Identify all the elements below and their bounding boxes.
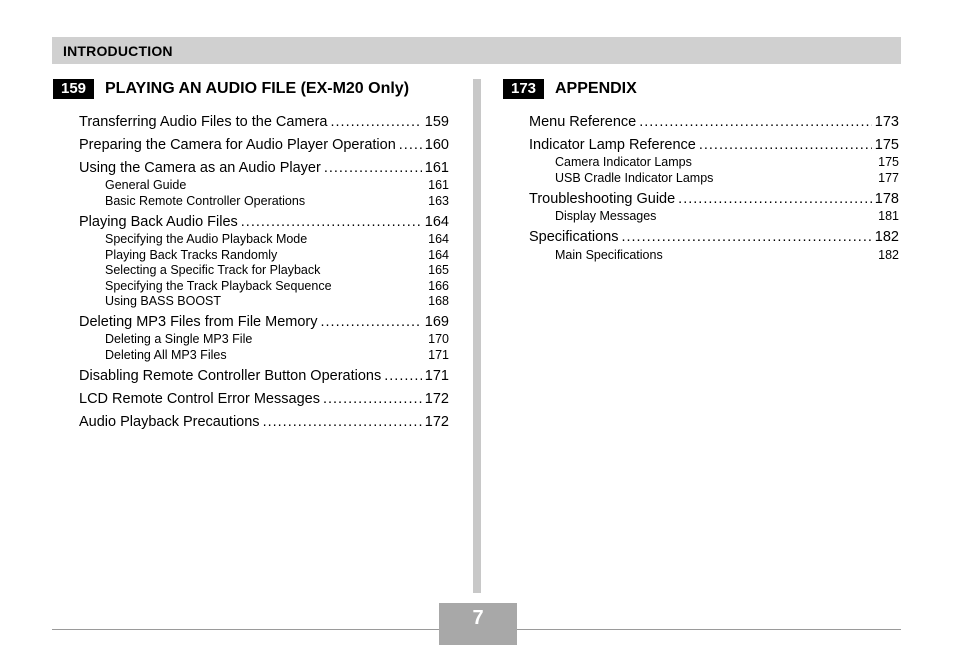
toc-entry[interactable] — [79, 214, 449, 234]
toc-entry-label: Using the Camera as an Audio Player — [79, 160, 321, 176]
toc-entry[interactable] — [79, 137, 449, 157]
toc-entry[interactable] — [105, 332, 449, 348]
toc-entry[interactable] — [555, 248, 899, 264]
toc-entry-page: 164 — [428, 248, 449, 262]
toc-entry[interactable] — [79, 414, 449, 434]
toc-entry[interactable] — [105, 248, 449, 264]
right-section-heading — [503, 79, 903, 101]
toc-leader-dots — [678, 191, 872, 207]
toc-entry[interactable] — [105, 232, 449, 248]
toc-entry-page: 160 — [424, 137, 449, 153]
toc-entry-page: 161 — [428, 178, 449, 192]
toc-entry-page: 171 — [424, 368, 449, 384]
toc-entry[interactable] — [105, 263, 449, 279]
toc-leader-dots — [639, 114, 872, 130]
toc-entry-label: USB Cradle Indicator Lamps — [555, 171, 714, 185]
toc-entry-label: Specifying the Track Playback Sequence — [105, 279, 332, 293]
toc-entry-page: 182 — [874, 229, 899, 245]
left-section-heading — [53, 79, 463, 101]
page-number: 7 — [472, 607, 484, 629]
toc-entry[interactable] — [79, 391, 449, 411]
column-divider — [473, 79, 481, 593]
toc-entry[interactable] — [105, 348, 449, 364]
toc-entry[interactable] — [555, 171, 899, 187]
toc-entry-page: 173 — [874, 114, 899, 130]
left-section-title[interactable]: PLAYING AN AUDIO FILE (EX-M20 Only) — [105, 80, 410, 97]
toc-entry-label: General Guide — [105, 178, 187, 192]
toc-entry-page: 169 — [424, 314, 449, 330]
page-number-box — [439, 603, 517, 645]
toc-entry-page: 171 — [428, 348, 449, 362]
toc-entry-label: Main Specifications — [555, 248, 663, 262]
toc-entry[interactable] — [529, 229, 899, 249]
toc-entry-page: 172 — [424, 414, 449, 430]
toc-entry-page: 164 — [428, 232, 449, 246]
toc-entry-label: Playing Back Tracks Randomly — [105, 248, 278, 262]
toc-entry-page: 164 — [424, 214, 449, 230]
toc-entry-page: 181 — [878, 209, 899, 223]
toc-entry-label: Specifications — [529, 229, 619, 245]
toc-entry-page: 161 — [424, 160, 449, 176]
toc-leader-dots — [331, 114, 422, 130]
toc-entry-page: 177 — [878, 171, 899, 185]
toc-entry-label: Audio Playback Precautions — [79, 414, 260, 430]
toc-entry-page: 166 — [428, 279, 449, 293]
toc-entry-label: Transferring Audio Files to the Camera — [79, 114, 328, 130]
toc-entry-label: LCD Remote Control Error Messages — [79, 391, 320, 407]
toc-entry-label: Indicator Lamp Reference — [529, 137, 696, 153]
toc-entry[interactable] — [105, 178, 449, 194]
toc-entry-label: Preparing the Camera for Audio Player Operation — [79, 137, 396, 153]
section-header-title: INTRODUCTION — [63, 43, 173, 59]
toc-entry[interactable] — [79, 368, 449, 388]
left-section-page-badge[interactable]: 159 — [53, 79, 94, 99]
toc-entry[interactable] — [529, 191, 899, 211]
toc-leader-dots — [699, 137, 872, 153]
toc-leader-dots — [384, 368, 422, 384]
toc-entry-page: 159 — [424, 114, 449, 130]
toc-entry-label: Camera Indicator Lamps — [555, 155, 692, 169]
toc-entry-page: 163 — [428, 194, 449, 208]
toc-leader-dots — [399, 137, 422, 153]
toc-entry[interactable] — [105, 279, 449, 295]
toc-leader-dots — [321, 314, 422, 330]
toc-entry-label: Deleting All MP3 Files — [105, 348, 227, 362]
toc-entry-page: 170 — [428, 332, 449, 346]
toc-entry-label: Basic Remote Controller Operations — [105, 194, 306, 208]
toc-entry-label: Deleting MP3 Files from File Memory — [79, 314, 318, 330]
toc-entry-page: 165 — [428, 263, 449, 277]
toc-entry-label: Menu Reference — [529, 114, 637, 130]
toc-leader-dots — [323, 391, 422, 407]
toc-entry[interactable] — [79, 314, 449, 334]
toc-leader-dots — [621, 229, 871, 245]
toc-entry[interactable] — [79, 160, 449, 180]
toc-entry[interactable] — [105, 194, 449, 210]
toc-leader-dots — [324, 160, 422, 176]
toc-entry-label: Deleting a Single MP3 File — [105, 332, 253, 346]
toc-leader-dots — [263, 414, 422, 430]
right-section-page-badge[interactable]: 173 — [503, 79, 544, 99]
toc-entry[interactable] — [105, 294, 449, 310]
toc-entry[interactable] — [529, 137, 899, 157]
toc-entry-page: 178 — [874, 191, 899, 207]
toc-entry-label: Display Messages — [555, 209, 657, 223]
toc-entry[interactable] — [555, 155, 899, 171]
toc-entry[interactable] — [79, 114, 449, 134]
toc-entry-page: 175 — [874, 137, 899, 153]
toc-entry-page: 172 — [424, 391, 449, 407]
toc-entry-page: 182 — [878, 248, 899, 262]
toc-entry-label: Disabling Remote Controller Button Operations — [79, 368, 382, 384]
toc-entry-label: Specifying the Audio Playback Mode — [105, 232, 308, 246]
toc-entry-label: Playing Back Audio Files — [79, 214, 238, 230]
toc-entry[interactable] — [529, 114, 899, 134]
toc-leader-dots — [241, 214, 422, 230]
toc-entry-label: Troubleshooting Guide — [529, 191, 676, 207]
toc-entry[interactable] — [555, 209, 899, 225]
toc-entry-page: 168 — [428, 294, 449, 308]
right-section-title[interactable]: APPENDIX — [555, 80, 637, 97]
section-header-bar — [52, 37, 901, 64]
toc-entry-page: 175 — [878, 155, 899, 169]
toc-entry-label: Using BASS BOOST — [105, 294, 222, 308]
toc-entry-label: Selecting a Specific Track for Playback — [105, 263, 321, 277]
